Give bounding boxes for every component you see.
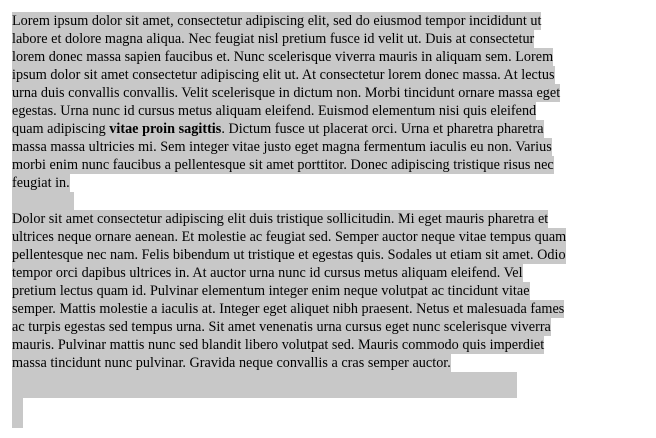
bold-phrase: vitae proin sagittis [109,121,222,137]
selection-trailing-marker [12,398,23,428]
paragraph-1-line-6: egestas. Urna nunc id cursus metus aliquam eleifend. Euismod elementum nisi quis eleifend [12,103,537,119]
paragraph-1-line-7 [12,120,544,138]
paragraph-1-line-3: lorem donec massa sapien faucibus et. Nunc scelerisque viverra mauris in aliquam sem. Lorem [12,49,554,65]
paragraph-2-line-1: Dolor sit amet consectetur adipiscing elit duis tristique sollicitudin. Mi eget mauris pharetra et [12,211,549,227]
paragraph-2-line-6: semper. Mattis molestie a iaculis at. Integer eget aliquet nibh praesent. Netus et malesuada fames [12,301,565,317]
paragraph-1-line-5: urna duis convallis convallis. Velit scelerisque in dictum non. Morbi tincidunt ornare massa eget [12,85,561,101]
paragraph-2-line-9: massa tincidunt nunc pulvinar. Gravida neque convallis a cras semper auctor. [12,355,451,371]
paragraph-2-line-7: ac turpis egestas sed tempus urna. Sit amet venenatis urna cursus eget nunc scelerisque viverra [12,319,551,335]
line-7-text-before: quam adipiscing [12,121,110,137]
paragraph-2-line-4: tempor orci dapibus ultrices in. At auctor urna nunc id cursus metus aliquam eleifend. Vel [12,265,523,281]
line-7-text-after: . Dictum fusce ut placerat orci. Urna et pharetra pharetra [221,121,544,137]
paragraph-2-line-3: pellentesque nec nam. Felis bibendum ut tristique et egestas quis. Sodales ut etiam sit amet. Odio [12,247,566,263]
paragraph-1-line-1: Lorem ipsum dolor sit amet, consectetur adipiscing elit, sed do eiusmod tempor incididunt ut [12,13,542,29]
paragraph-1-line-10: feugiat in. [12,175,70,191]
paragraph-1-line-4: ipsum dolor sit amet consectetur adipiscing elit ut. At consectetur lorem donec massa. At lectus [12,67,555,83]
selection-gap [12,192,74,210]
paragraph-1-line-9: morbi enim nunc faucibus a pellentesque sit amet porttitor. Donec adipiscing tristique risus nec [12,157,554,173]
paragraph-1-line-2: labore et dolore magna aliqua. Nec feugiat nisl pretium fusce id velit ut. Duis at consectetur [12,31,535,47]
paragraph-2-line-8: mauris. Pulvinar mattis nunc sed blandit libero volutpat sed. Mauris commodo quis imperdiet [12,337,545,353]
paragraph-2-line-2: ultrices neque ornare aenean. Et molestie ac feugiat sed. Semper auctor neque vitae tempus quam [12,229,567,245]
selection-trailing-block [12,372,517,398]
paragraph-2-line-5: pretium lectus quam id. Pulvinar elementum integer enim neque volutpat ac tincidunt vitae [12,283,530,299]
paragraph-1-line-8: massa massa ultricies mi. Sem integer vitae justo eget magna fermentum iaculis eu non. Varius [12,139,552,155]
